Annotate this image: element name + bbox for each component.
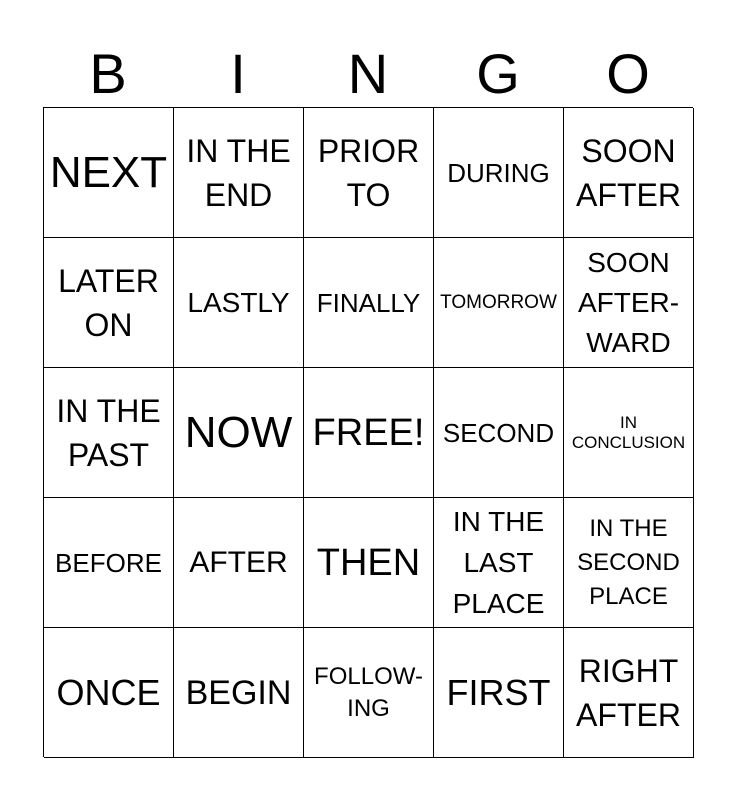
cell-label: ONCE: [56, 671, 161, 713]
cell-label: IN THE END: [186, 132, 291, 213]
cell-label: TOMORROW: [440, 291, 557, 313]
cell-label: BEFORE: [55, 547, 162, 578]
bingo-cell[interactable]: [564, 238, 694, 368]
bingo-cell[interactable]: [304, 108, 434, 238]
free-space-cell[interactable]: [304, 368, 434, 498]
cell-label: IN THE PAST: [56, 392, 161, 473]
bingo-cell[interactable]: [44, 368, 174, 498]
cell-label: FIRST: [446, 671, 551, 713]
cell-label: LASTLY: [187, 286, 290, 318]
bingo-cell[interactable]: [564, 498, 694, 628]
bingo-cell[interactable]: [174, 628, 304, 758]
bingo-cell[interactable]: [564, 368, 694, 498]
bingo-cell[interactable]: [434, 368, 564, 498]
cell-label: FINALLY: [316, 287, 421, 318]
bingo-cell[interactable]: [174, 108, 304, 238]
cell-label: RIGHT AFTER: [576, 652, 681, 733]
header-letter-n: N: [347, 42, 389, 105]
bingo-cell[interactable]: [434, 108, 564, 238]
bingo-cell[interactable]: [304, 238, 434, 368]
cell-label: NOW: [184, 407, 293, 457]
cell-label: IN THE SECOND PLACE: [577, 514, 680, 610]
cell-label: THEN: [316, 541, 421, 584]
cell-label: SOON AFTER- WARD: [577, 246, 680, 358]
cell-label: SECOND: [442, 417, 555, 448]
bingo-cell[interactable]: [44, 498, 174, 628]
cell-label: IN CONCLUSION: [571, 412, 686, 452]
cell-label: LATER ON: [58, 262, 159, 343]
header-letter-i: I: [230, 42, 246, 105]
bingo-cell[interactable]: [434, 628, 564, 758]
bingo-header: [43, 44, 693, 104]
bingo-cell[interactable]: [44, 628, 174, 758]
cell-label: FOLLOW- ING: [314, 662, 423, 722]
bingo-cell[interactable]: [564, 628, 694, 758]
bingo-cell[interactable]: [434, 238, 564, 368]
bingo-cell[interactable]: [434, 498, 564, 628]
bingo-cell[interactable]: [174, 238, 304, 368]
cell-label: IN THE LAST PLACE: [452, 506, 545, 619]
bingo-board: [43, 107, 693, 757]
bingo-cell[interactable]: [304, 498, 434, 628]
cell-label: NEXT: [49, 147, 168, 197]
bingo-cell[interactable]: [564, 108, 694, 238]
cell-label: BEGIN: [185, 673, 292, 712]
cell-label: PRIOR TO: [317, 132, 420, 213]
cell-label: AFTER: [189, 545, 288, 579]
bingo-cell[interactable]: [44, 108, 174, 238]
header-letter-b: B: [89, 42, 127, 105]
free-space-label: FREE!: [312, 411, 425, 454]
header-letter-g: G: [476, 42, 520, 105]
bingo-cell[interactable]: [174, 498, 304, 628]
bingo-cell[interactable]: [174, 368, 304, 498]
cell-label: DURING: [447, 157, 550, 188]
bingo-cell[interactable]: [44, 238, 174, 368]
bingo-cell[interactable]: [304, 628, 434, 758]
header-letter-o: O: [606, 42, 650, 105]
cell-label: SOON AFTER: [576, 132, 681, 213]
